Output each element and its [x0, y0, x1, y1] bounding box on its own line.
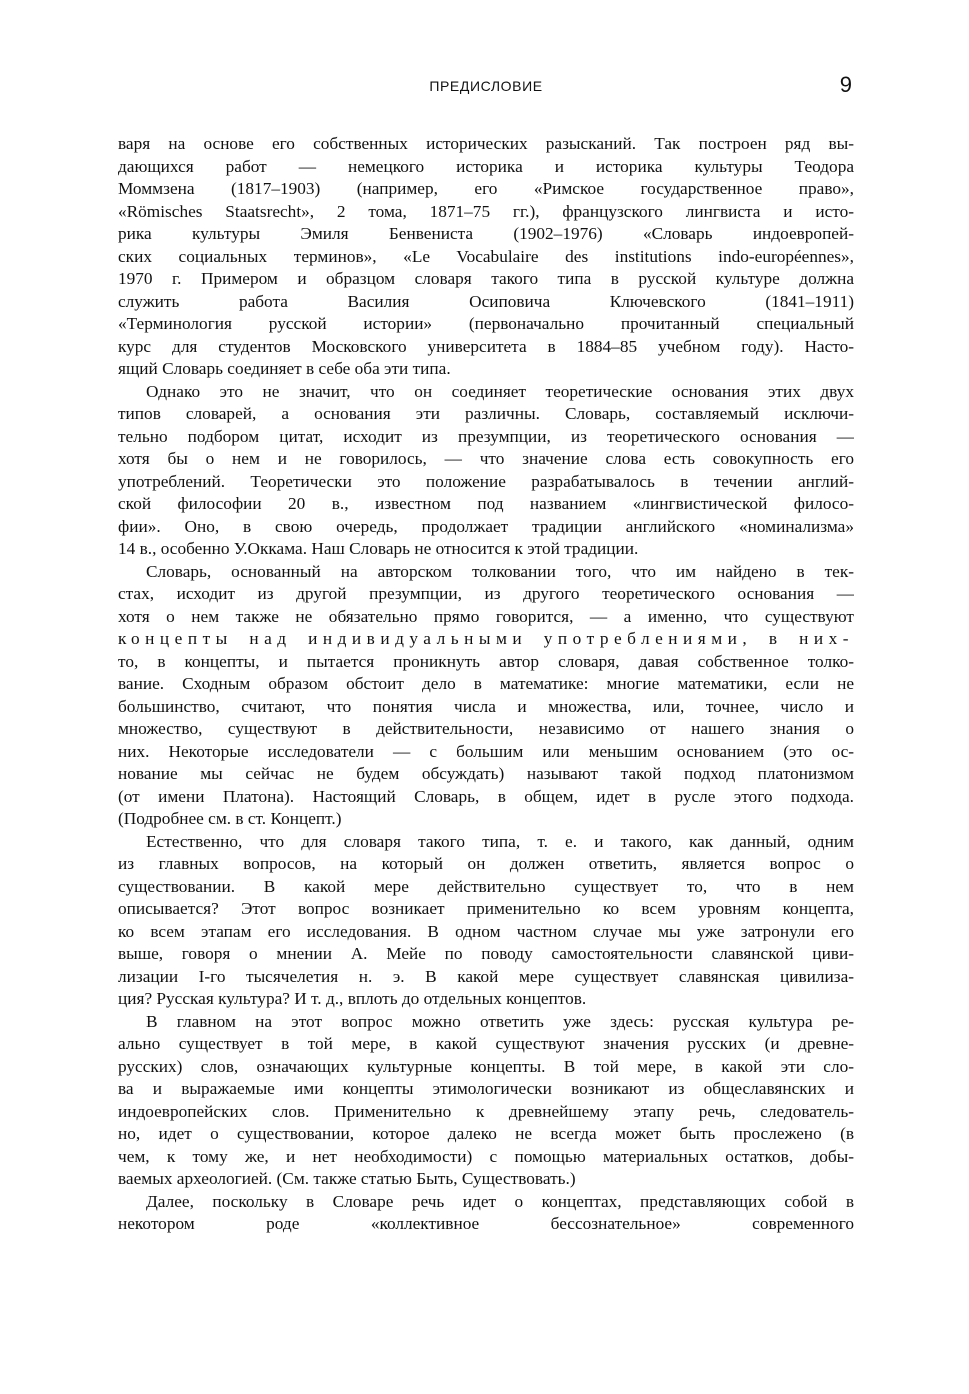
text-line: лизации I-го тысячелетия н. э. В какой мере существует славянская цивилиза- — [118, 966, 854, 986]
text-line: Однако это не значит, что он соединяет теоретические основания этих двух — [146, 381, 854, 401]
text-line: служить работа Василия Осиповича Ключевского (1841–1911) — [118, 291, 854, 311]
text-line: некотором роде «коллективное бессознательное» современного — [118, 1214, 854, 1233]
text-line: описывается? Этот вопрос возникает применительно ко всем уровням концепта, — [118, 899, 854, 918]
body-text — [118, 133, 854, 1236]
text-line: 1970 г. Примером и образцом словаря такого типа в русской культуре должна — [118, 269, 854, 288]
text-line: 14 в., особенно У.Оккама. Наш Словарь не относится к этой традиции. — [118, 539, 639, 558]
text-line: курс для студентов Московского университета в 1884–85 учебном году). Насто- — [118, 336, 854, 356]
text-line: но, идет о существовании, которое далеко не всегда может быть прослежено (в — [118, 1124, 854, 1143]
text-line: «Терминология русской истории» (первоначально прочитанный специальный — [118, 314, 854, 333]
text-line: выше, говоря о мнении А. Мейе по поводу самостоятельности славянской циви- — [118, 944, 854, 963]
text-line: вание. Сходным образом обстоит дело в математике: многие математики, если не — [118, 674, 854, 693]
text-line: фии». Оно, в свою очередь, продолжает традиции английского «номинализма» — [118, 516, 854, 536]
text-line: Далее, поскольку в Словаре речь идет о концептах, представляющих собой в — [146, 1191, 854, 1211]
running-header — [118, 72, 854, 102]
text-line: употреблений. Теоретически это положение разрабатывалось в течении англий- — [118, 471, 854, 491]
text-line: ко всем этапам его исследования. В одном частном случае мы уже затронули его — [118, 921, 854, 941]
text-line: то, в концепты, и пытается проникнуть автор словаря, давая собственное толко- — [118, 651, 854, 671]
text-line: нование мы сейчас не будем обсуждать) называют такой подход платонизмом — [118, 764, 854, 783]
text-line: стах, исходит из другой презумпции, из другого теоретического основания — — [118, 584, 854, 603]
text-line: дающихся работ — немецкого историка и историка культуры Теодора — [118, 156, 854, 176]
text-line: рика культуры Эмиля Бенвениста (1902–1976) «Словарь индоевропей- — [118, 224, 854, 243]
text-line: типов словарей, а основания эти различны. Словарь, составляемый исключи- — [118, 404, 854, 423]
text-line: множество, существуют в действительности, независимо от нашего знания о — [118, 719, 854, 738]
text-line: ально существует в той мере, в какой существуют значения русских (и древне- — [118, 1034, 854, 1053]
text-line: тельно подбором цитат, исходит из презумпции, из теоретического основания — — [118, 426, 854, 446]
text-line: хотя бы о нем и не говорилось, — что значение слова есть совокупность его — [118, 449, 854, 468]
text-line: ваемых археологией. (См. также статью Быть, Существовать.) — [118, 1169, 576, 1188]
text-line: Словарь, основанный на авторском толковании того, что им найдено в тек- — [146, 561, 854, 581]
text-line: них. Некоторые исследователи — с большим или меньшим основанием (это ос- — [118, 741, 854, 761]
page-number: 9 — [839, 72, 852, 97]
text-line: русских) слов, означающих культурные концепты. В той мере, в какой эти сло- — [118, 1056, 854, 1076]
text-line: (Подробнее см. в ст. Концепт.) — [118, 809, 342, 828]
text-line: Моммзена (1817–1903) (например, его «Римское государственное право», — [118, 179, 854, 198]
text-line: большинство, считают, что понятия числа и множества, или, точнее, число и — [118, 696, 854, 716]
text-line: ция? Русская культура? И т. д., вплоть до отдельных концептов. — [118, 989, 587, 1008]
text-line: ских социальных терминов», «Le Vocabulaire des institutions indo-européennes», — [118, 246, 854, 266]
text-line: существовании. В какой мере действительно существует то, что в нем — [118, 876, 854, 896]
text-line: варя на основе его собственных исторических разысканий. Так построен ряд вы- — [118, 134, 854, 153]
text-line: хотя о нем также не обязательно прямо говорится, — а именно, что существуют — [118, 606, 854, 626]
text-line: (от имени Платона). Настоящий Словарь, в общем, идет в русле этого подхода. — [118, 786, 854, 806]
text-line: ва и выражаемые ими концепты этимологически возникают из общеславянских и — [118, 1079, 854, 1098]
text-line: индоевропейских слов. Применительно к древнейшему этапу речь, следователь- — [118, 1101, 854, 1121]
text-line: из главных вопросов, на который он должен ответить, является вопрос о — [118, 854, 854, 873]
text-line: Естественно, что для словаря такого типа, т. е. и такого, как данный, одним — [146, 831, 854, 851]
text-line: В главном на этот вопрос можно ответить уже здесь: русская культура ре- — [146, 1011, 854, 1031]
text-line: ящий Словарь соединяет в себе оба эти типа. — [118, 359, 451, 378]
text-line: концепты над индивидуальными употреблениями, в них- — [118, 629, 854, 648]
text-line: «Römisches Staatsrecht», 2 тома, 1871–75 гг.), французского лингвиста и исто- — [118, 201, 854, 221]
text-line: чем, к тому же, и нет необходимости) с помощью материальных остатков, добы- — [118, 1146, 854, 1166]
text-line: ской философии 20 в., известном под названием «лингвистической филосо- — [118, 494, 854, 513]
running-title: ПРЕДИСЛОВИЕ — [429, 78, 543, 94]
